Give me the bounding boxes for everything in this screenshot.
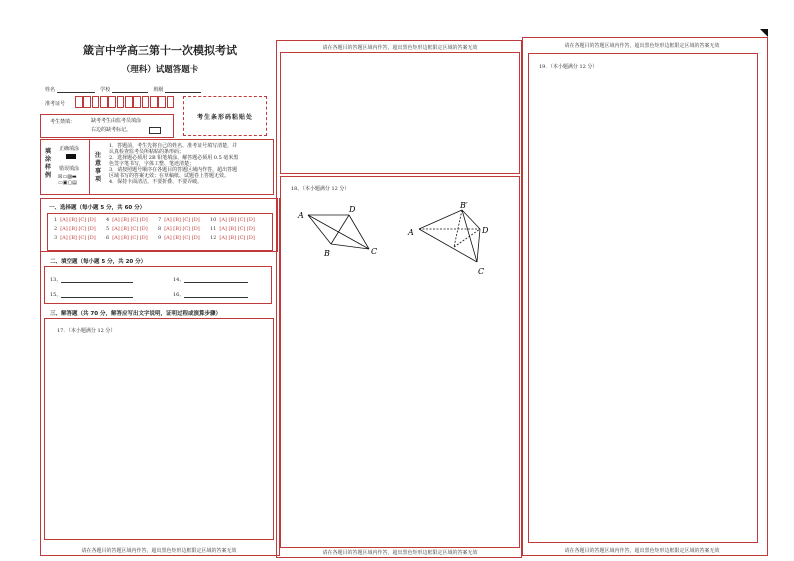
wrong-fill-samples: ☒▭▨▬ ▭▣▢▤ <box>58 174 77 186</box>
notes-item: 认真检查监考员所粘贴的条形码； <box>109 149 185 155</box>
absent-note-2: 右边的缺考标记。 <box>91 127 132 133</box>
geometry-figures <box>291 202 511 292</box>
boundary-notice-col1: 请在各题目的答题区域内作答，超出黑色矩形边框限定区域的答案无效 <box>81 548 237 554</box>
choice-grid[interactable] <box>47 213 273 251</box>
notes-item: 2．选择题必须用 2B 铅笔填涂，解答题必须用 0.5 毫米黑 <box>109 155 239 161</box>
q15-label: 15、 <box>50 292 62 298</box>
q16-label: 16、 <box>173 292 185 298</box>
wrong-fill-label: 错误填涂 <box>59 166 80 172</box>
barcode-label: 考生条形码粘贴处 <box>196 113 253 121</box>
q16-continued-area[interactable] <box>280 52 520 174</box>
q18-answer-area[interactable] <box>280 176 520 548</box>
q17-label: 17．（本小题满分 12 分） <box>57 328 116 334</box>
section3-title: 三、解答题（共 70 分，解答应写出文字说明，证明过程或演算步骤） <box>50 311 221 317</box>
class-label: 班级 <box>153 87 164 93</box>
boundary-notice-col3-top: 请在各题目的答题区域内作答，超出黑色矩形边框限定区域的答案无效 <box>564 43 720 49</box>
notes-item: 色签字笔书写，字体工整、笔迹清楚； <box>109 161 195 167</box>
absent-label: 考生禁填： <box>50 119 76 125</box>
card-title: （理科）试题答题卡 <box>121 65 199 75</box>
notes-item: 4．保持卡面清洁，不要折叠、不要弄破。 <box>109 179 203 185</box>
correct-fill-sample <box>66 154 76 159</box>
fig1-label-b: B <box>324 249 330 258</box>
exam-id-label: 准考证号 <box>45 101 66 107</box>
instructions-box <box>40 139 274 195</box>
school-title: 箴言中学高三第十一次模拟考试 <box>83 44 237 57</box>
boundary-notice-col3-bottom: 请在各题目的答题区域内作答，超出黑色矩形边框限定区域的答案无效 <box>564 548 720 554</box>
absent-note-1: 缺考考生由监考员填涂 <box>91 118 142 124</box>
section2-title: 二、填空题（每小题 5 分，共 20 分） <box>50 259 147 265</box>
school-label: 学校 <box>100 87 111 93</box>
notes-item: 3．请按照题号顺序在各题目的答题区域内作答，超出答题 <box>109 167 238 173</box>
fig1-label-d: D <box>349 205 356 214</box>
name-label: 姓名 <box>45 87 56 93</box>
fig2-label-a: A <box>408 228 414 237</box>
fig2-label-bprime: B′ <box>460 202 468 210</box>
q13-answer-line[interactable] <box>61 276 133 283</box>
q19-answer-area[interactable] <box>528 53 758 543</box>
fill-sample-label: 填涂样例 <box>45 148 52 179</box>
q15-answer-line[interactable] <box>61 291 133 298</box>
choice-row: 2 [A] [B] [C] [D] 5 [A] [B] [C] [D] 8 [A] [B] [C] [D] 11 [A] [B] [C] [D] <box>54 226 255 232</box>
q16-answer-line[interactable] <box>184 291 248 298</box>
notes-label: 注意事项 <box>95 152 102 183</box>
q13-label: 13、 <box>50 277 62 283</box>
instructions-divider <box>89 140 90 194</box>
quadrilateral-figure <box>308 215 369 249</box>
fig2-label-c: C <box>478 267 485 276</box>
student-name-row <box>45 86 201 93</box>
exam-id-grid[interactable] <box>75 96 175 108</box>
tetrahedron-figure <box>419 210 480 262</box>
absent-box <box>40 114 174 138</box>
barcode-area <box>183 96 267 136</box>
fig1-label-c: C <box>371 247 378 256</box>
notes-item: 区域书写的答案无效；在草稿纸、试题卷上答题无效。 <box>109 173 230 179</box>
absent-mark-box[interactable] <box>149 127 161 134</box>
fig1-label-a: A <box>298 211 304 220</box>
fig2-label-d: D <box>482 226 489 235</box>
boundary-notice-col2-top: 请在各题目的答题区域内作答，超出黑色矩形边框限定区域的答案无效 <box>322 45 478 51</box>
notes-list <box>109 143 238 185</box>
notes-item: 1．答题前，考生先将自己的姓名、准考证号填写清楚，并 <box>109 143 238 149</box>
q14-answer-line[interactable] <box>184 276 248 283</box>
school-field[interactable] <box>112 86 148 93</box>
name-field[interactable] <box>57 86 95 93</box>
corner-alignment-mark <box>760 29 768 37</box>
q17-answer-area[interactable] <box>44 318 274 540</box>
choice-row: 1 [A] [B] [C] [D] 4 [A] [B] [C] [D] 7 [A] [B] [C] [D] 10 [A] [B] [C] [D] <box>54 217 255 223</box>
q19-label: 19．（本小题满分 12 分） <box>539 64 598 70</box>
correct-fill-label: 正确填涂 <box>59 146 80 152</box>
section1-title: 一、选择题（每小题 5 分，共 60 分） <box>49 205 146 211</box>
boundary-notice-col2-bottom: 请在各题目的答题区域内作答，超出黑色矩形边框限定区域的答案无效 <box>322 550 478 556</box>
q18-label: 18、（本小题满分 12 分） <box>291 186 350 192</box>
class-field[interactable] <box>165 86 201 93</box>
section1-box <box>40 198 278 252</box>
section2-box <box>44 266 272 304</box>
choice-row: 3 [A] [B] [C] [D] 6 [A] [B] [C] [D] 9 [A] [B] [C] [D] 12 [A] [B] [C] [D] <box>54 235 255 241</box>
q14-label: 14、 <box>173 277 185 283</box>
